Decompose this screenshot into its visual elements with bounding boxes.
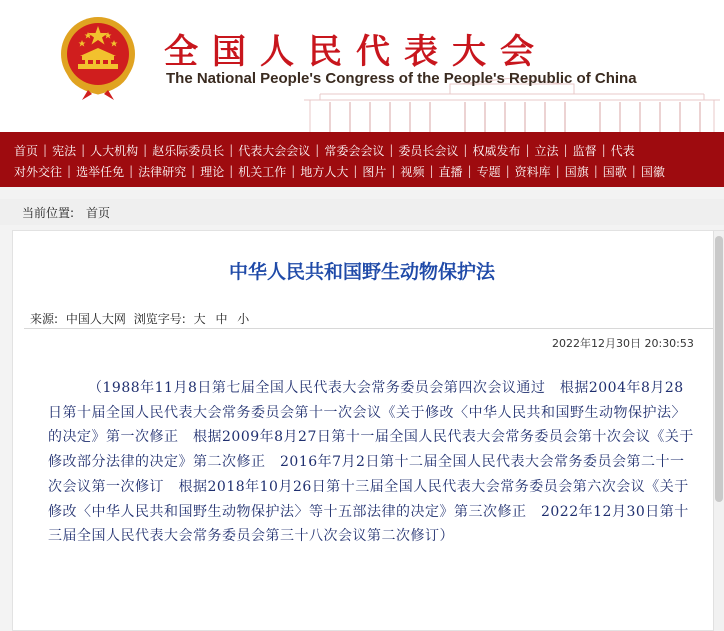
nav-separator: | xyxy=(43,143,48,157)
national-emblem-icon xyxy=(58,14,138,100)
nav-separator: | xyxy=(463,143,468,157)
article-title: 中华人民共和国野生动物保护法 xyxy=(228,261,495,283)
nav-separator: | xyxy=(389,143,394,157)
source-label: 来源: xyxy=(30,312,59,326)
nav-row-1 xyxy=(14,140,635,160)
site-title-en: The National People's Congress of the People's Republic of China xyxy=(166,70,637,87)
nav-separator: | xyxy=(631,164,636,178)
source-value: 中国人大网 xyxy=(65,312,126,326)
nav-item[interactable]: 监督 xyxy=(572,143,597,158)
nav-item[interactable]: 国旗 xyxy=(564,164,589,179)
nav-separator: | xyxy=(563,143,568,157)
font-size-medium-button[interactable]: 中 xyxy=(215,312,228,326)
nav-item[interactable]: 常委会会议 xyxy=(324,143,385,158)
article-meta xyxy=(30,310,255,327)
nav-item[interactable]: 国徽 xyxy=(640,164,665,179)
breadcrumb-label: 当前位置: xyxy=(22,206,75,220)
nav-separator: | xyxy=(353,164,358,178)
nav-separator: | xyxy=(505,164,510,178)
site-header xyxy=(0,0,724,132)
nav-item[interactable]: 法律研究 xyxy=(138,164,187,179)
nav-item[interactable]: 首页 xyxy=(14,143,39,158)
nav-item[interactable]: 图片 xyxy=(362,164,387,179)
nav-separator: | xyxy=(429,164,434,178)
nav-item[interactable]: 代表大会会议 xyxy=(238,143,311,158)
nav-separator: | xyxy=(291,164,296,178)
nav-row-2 xyxy=(14,161,665,181)
nav-separator: | xyxy=(601,143,606,157)
nav-item[interactable]: 视频 xyxy=(400,164,425,179)
nav-separator: | xyxy=(67,164,72,178)
nav-separator: | xyxy=(315,143,320,157)
nav-separator: | xyxy=(229,164,234,178)
nav-item[interactable]: 资料库 xyxy=(514,164,551,179)
nav-item[interactable]: 地方人大 xyxy=(300,164,349,179)
main-nav xyxy=(0,132,724,187)
nav-separator: | xyxy=(229,143,234,157)
breadcrumb-home-link[interactable]: 首页 xyxy=(86,206,111,220)
nav-item[interactable]: 国歌 xyxy=(602,164,627,179)
nav-item[interactable]: 立法 xyxy=(534,143,559,158)
nav-item[interactable]: 理论 xyxy=(200,164,225,179)
scrollbar-thumb[interactable] xyxy=(715,236,723,502)
nav-separator: | xyxy=(593,164,598,178)
site-title-cn[interactable]: 全国人民代表大会 xyxy=(164,32,548,72)
nav-item[interactable]: 对外交往 xyxy=(14,164,63,179)
nav-separator: | xyxy=(525,143,530,157)
article-body: （1988年11月8日第七届全国人民代表大会常务委员会第四次会议通过 根据2004年8月28日第十届全国人民代表大会常务委员会第十一次会议《关于修改〈中华人民共和国野生动物保护法〉的决定》第一次修正 根据2009年8月27日第十一届全国人民代表大会常务委员会第十次会议《关于修改部分法律的决定》第二次修正 2016年7月2日第十二届全国人民代表大会常务委员会第二十一次会议第一次修订 根据2018年10月26日第十三届全国人民代表大会常务委员会第六次会议《关于修改〈中华人民共和国野生动物保护法〉等十五部法律的决定》第三次修正 2022年12月30日第十三届全国人民代表大会常务委员会第三十八次会议第二次修订） xyxy=(48,380,694,545)
nav-separator: | xyxy=(555,164,560,178)
nav-separator: | xyxy=(81,143,86,157)
nav-separator: | xyxy=(391,164,396,178)
nav-item[interactable]: 宪法 xyxy=(52,143,77,158)
nav-separator: | xyxy=(467,164,472,178)
nav-item[interactable]: 委员长会议 xyxy=(398,143,459,158)
font-size-small-button[interactable]: 小 xyxy=(237,312,250,326)
nav-separator: | xyxy=(129,164,134,178)
nav-item[interactable]: 代表 xyxy=(610,143,635,158)
nav-item[interactable]: 专题 xyxy=(476,164,501,179)
font-size-large-button[interactable]: 大 xyxy=(193,312,206,326)
nav-item[interactable]: 赵乐际委员长 xyxy=(152,143,225,158)
nav-item[interactable]: 权威发布 xyxy=(472,143,521,158)
nav-item[interactable]: 机关工作 xyxy=(238,164,287,179)
font-size-label: 浏览字号: xyxy=(133,312,186,326)
nav-item[interactable]: 直播 xyxy=(438,164,463,179)
meta-divider xyxy=(24,328,724,329)
nav-item[interactable]: 人大机构 xyxy=(90,143,139,158)
nav-separator: | xyxy=(143,143,148,157)
nav-item[interactable]: 选举任免 xyxy=(76,164,125,179)
nav-separator: | xyxy=(191,164,196,178)
publish-date: 2022年12月30日 20:30:53 xyxy=(552,337,694,350)
